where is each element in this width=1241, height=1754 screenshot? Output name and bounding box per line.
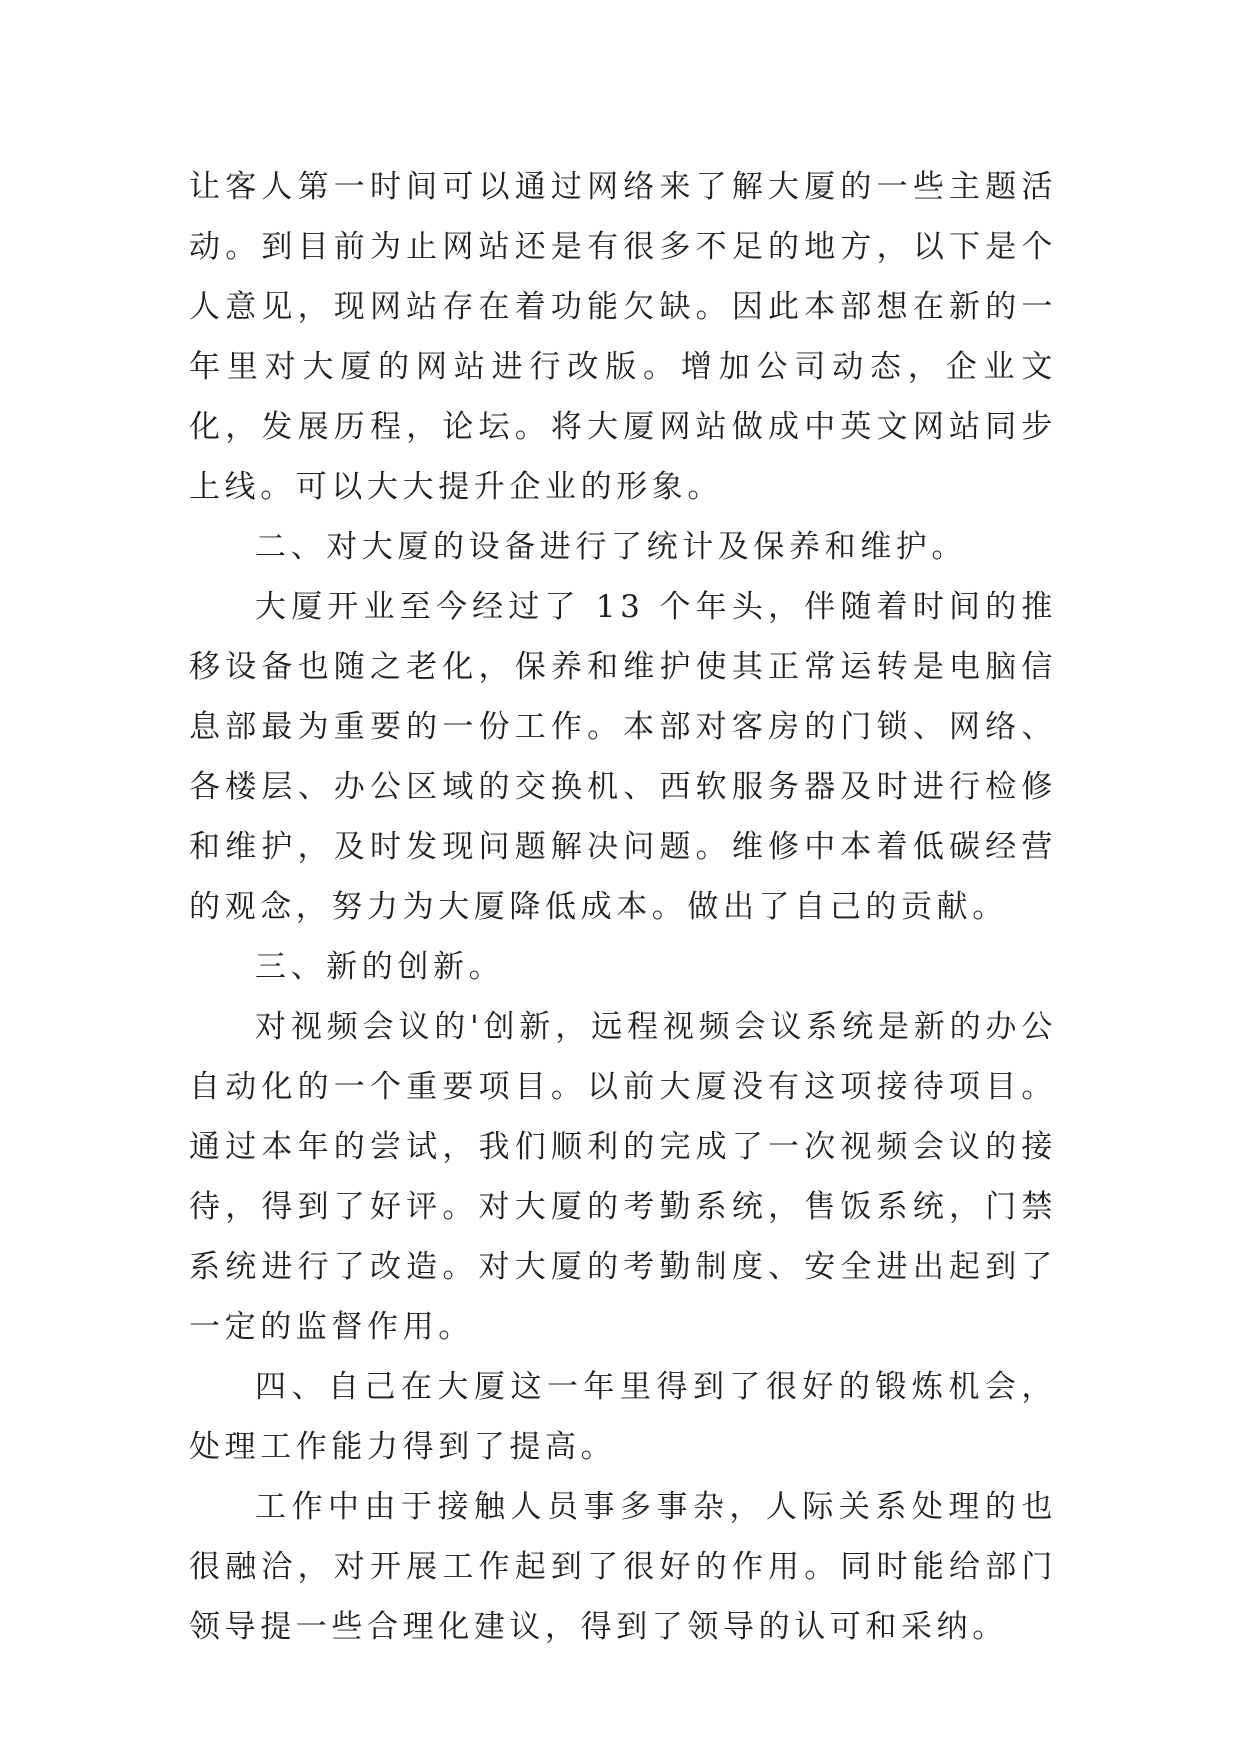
heading-innovation: 三、新的创新。 [255,949,505,985]
paragraph-video-conference: 对视频会议的'创新，远程视频会议系统是新的办公自动化的一个重要项目。以前大厦没有这项接待项目。通过本年的尝试，我们顺利的完成了一次视频会议的接待，得到了好评。对大厦的考勤系统，售饭系统，门禁系统进行了改造。对大厦的考勤制度、安全进出起到了一定的监督作用。 [189,1009,1057,1345]
paragraph-website-plan: 让客人第一时间可以通过网络来了解大厦的一些主题活动。到目前为止网站还是有很多不足的地方，以下是个人意见，现网站存在着功能欠缺。因此本部想在新的一年里对大厦的网站进行改版。增加公司动态，企业文化，发展历程，论坛。将大厦网站做成中英文网站同步上线。可以大大提升企业的形象。 [189,169,1057,505]
paragraph-work-relations: 工作中由于接触人员事多事杂，人际关系处理的也很融洽，对开展工作起到了很好的作用。同时能给部门领导提一些合理化建议，得到了领导的认可和采纳。 [189,1489,1057,1645]
heading-equipment-maintenance: 二、对大厦的设备进行了统计及保养和维护。 [255,529,967,565]
heading-personal-growth: 四、自己在大厦这一年里得到了很好的锻炼机会，处理工作能力得到了提高。 [189,1369,1057,1465]
paragraph-equipment-maintenance: 大厦开业至今经过了 13 个年头，伴随着时间的推移设备也随之老化，保养和维护使其正常运转是电脑信息部最为重要的一份工作。本部对客房的门锁、网络、各楼层、办公区域的交换机、西软服务器及时进行检修和维护，及时发现问题解决问题。维修中本着低碳经营的观念，努力为大厦降低成本。做出了自己的贡献。 [189,589,1057,925]
document-body [189,157,1057,1657]
